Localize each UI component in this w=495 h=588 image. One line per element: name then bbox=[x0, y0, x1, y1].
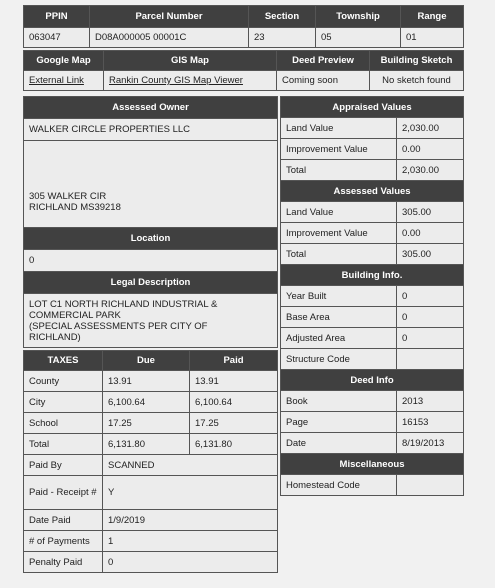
tax-paid: 6,131.80 bbox=[190, 434, 278, 455]
building-sketch-value: No sketch found bbox=[370, 71, 464, 91]
legal-description-header: Legal Description bbox=[24, 272, 278, 294]
detail-value: 0 bbox=[103, 552, 278, 573]
tax-label: Total bbox=[24, 434, 103, 455]
table-row bbox=[24, 413, 278, 434]
table-row bbox=[281, 202, 464, 223]
section-header: Section bbox=[249, 6, 316, 28]
detail-value: SCANNED bbox=[103, 455, 278, 476]
detail-label: Date Paid bbox=[24, 510, 103, 531]
table-row bbox=[24, 510, 278, 531]
owner-address-line1: 305 WALKER CIR bbox=[29, 191, 107, 202]
row-label: Page bbox=[281, 412, 397, 433]
tax-label: County bbox=[24, 371, 103, 392]
row-label: Book bbox=[281, 391, 397, 412]
gis-map-link[interactable]: Rankin County GIS Map Viewer bbox=[109, 75, 243, 86]
table-row bbox=[281, 223, 464, 244]
legal-line: RICHLAND) bbox=[29, 331, 81, 343]
row-label: Date bbox=[281, 433, 397, 454]
taxes-header-row bbox=[24, 351, 278, 371]
google-map-cell bbox=[24, 71, 104, 91]
row-value: 2013 bbox=[397, 391, 464, 412]
detail-value: Y bbox=[103, 476, 278, 510]
table-row bbox=[281, 139, 464, 160]
google-map-header: Google Map bbox=[24, 51, 104, 71]
links-header-row bbox=[24, 51, 464, 71]
tax-due: 13.91 bbox=[103, 371, 190, 392]
owner-address bbox=[24, 141, 278, 228]
row-value: 2,030.00 bbox=[397, 118, 464, 139]
building-info-header: Building Info. bbox=[281, 265, 464, 286]
values-table bbox=[280, 96, 464, 496]
tax-due: 17.25 bbox=[103, 413, 190, 434]
table-row bbox=[281, 118, 464, 139]
building-sketch-header: Building Sketch bbox=[370, 51, 464, 71]
detail-label: # of Payments bbox=[24, 531, 103, 552]
table-row bbox=[281, 286, 464, 307]
deed-preview-header: Deed Preview bbox=[277, 51, 370, 71]
table-row bbox=[24, 392, 278, 413]
deed-preview-value: Coming soon bbox=[277, 71, 370, 91]
taxes-table bbox=[23, 350, 278, 573]
row-label: Homestead Code bbox=[281, 475, 397, 496]
tax-due: 6,100.64 bbox=[103, 392, 190, 413]
row-label: Improvement Value bbox=[281, 223, 397, 244]
detail-value: 1 bbox=[103, 531, 278, 552]
row-value: 8/19/2013 bbox=[397, 433, 464, 454]
legal-line: (SPECIAL ASSESSMENTS PER CITY OF bbox=[29, 320, 208, 332]
due-header: Due bbox=[103, 351, 190, 371]
table-row bbox=[281, 412, 464, 433]
legal-description bbox=[24, 294, 278, 348]
row-label: Total bbox=[281, 244, 397, 265]
tax-paid: 17.25 bbox=[190, 413, 278, 434]
row-value bbox=[397, 475, 464, 496]
table-row bbox=[24, 476, 278, 510]
row-value: 0.00 bbox=[397, 223, 464, 244]
ppin-value: 063047 bbox=[24, 28, 90, 48]
table-row bbox=[281, 391, 464, 412]
detail-label: Paid - Receipt # bbox=[24, 476, 103, 510]
links-value-row bbox=[24, 71, 464, 91]
parcel-number-header: Parcel Number bbox=[90, 6, 249, 28]
owner-address-line2: RICHLAND MS39218 bbox=[29, 202, 121, 213]
assessed-values-header: Assessed Values bbox=[281, 181, 464, 202]
row-label: Land Value bbox=[281, 118, 397, 139]
row-value: 0 bbox=[397, 286, 464, 307]
row-label: Total bbox=[281, 160, 397, 181]
table-row bbox=[281, 328, 464, 349]
detail-label: Paid By bbox=[24, 455, 103, 476]
appraised-values-header: Appraised Values bbox=[281, 97, 464, 118]
row-label: Adjusted Area bbox=[281, 328, 397, 349]
township-header: Township bbox=[316, 6, 401, 28]
owner-table bbox=[23, 96, 278, 348]
tax-label: City bbox=[24, 392, 103, 413]
township-value: 05 bbox=[316, 28, 401, 48]
row-value: 16153 bbox=[397, 412, 464, 433]
gis-map-cell bbox=[104, 71, 277, 91]
tax-paid: 6,100.64 bbox=[190, 392, 278, 413]
table-row bbox=[24, 455, 278, 476]
row-value: 305.00 bbox=[397, 202, 464, 223]
table-row bbox=[281, 244, 464, 265]
table-row bbox=[24, 552, 278, 573]
tax-paid: 13.91 bbox=[190, 371, 278, 392]
table-row bbox=[24, 531, 278, 552]
table-row bbox=[281, 307, 464, 328]
table-row bbox=[281, 475, 464, 496]
location-value: 0 bbox=[24, 250, 278, 272]
google-map-link[interactable]: External Link bbox=[29, 75, 84, 86]
row-value: 0 bbox=[397, 328, 464, 349]
row-label: Year Built bbox=[281, 286, 397, 307]
row-value: 305.00 bbox=[397, 244, 464, 265]
owner-name: WALKER CIRCLE PROPERTIES LLC bbox=[24, 119, 278, 141]
gis-map-header: GIS Map bbox=[104, 51, 277, 71]
range-header: Range bbox=[401, 6, 464, 28]
detail-value: 1/9/2019 bbox=[103, 510, 278, 531]
tax-due: 6,131.80 bbox=[103, 434, 190, 455]
table-row bbox=[24, 434, 278, 455]
section-value: 23 bbox=[249, 28, 316, 48]
row-label: Base Area bbox=[281, 307, 397, 328]
row-value: 2,030.00 bbox=[397, 160, 464, 181]
row-label: Improvement Value bbox=[281, 139, 397, 160]
row-label: Structure Code bbox=[281, 349, 397, 370]
range-value: 01 bbox=[401, 28, 464, 48]
row-value: 0 bbox=[397, 307, 464, 328]
parcel-number-value: D08A000005 00001C bbox=[90, 28, 249, 48]
parcel-table bbox=[23, 5, 464, 48]
paid-header: Paid bbox=[190, 351, 278, 371]
ppin-header: PPIN bbox=[24, 6, 90, 28]
location-header: Location bbox=[24, 228, 278, 250]
parcel-header-row bbox=[24, 6, 464, 28]
table-row bbox=[281, 160, 464, 181]
legal-line: LOT C1 NORTH RICHLAND INDUSTRIAL & bbox=[29, 298, 218, 310]
tax-label: School bbox=[24, 413, 103, 434]
table-row bbox=[281, 349, 464, 370]
row-value: 0.00 bbox=[397, 139, 464, 160]
assessed-owner-header: Assessed Owner bbox=[24, 97, 278, 119]
miscellaneous-header: Miscellaneous bbox=[281, 454, 464, 475]
table-row bbox=[281, 433, 464, 454]
deed-info-header: Deed Info bbox=[281, 370, 464, 391]
table-row bbox=[24, 371, 278, 392]
row-label: Land Value bbox=[281, 202, 397, 223]
legal-line: COMMERCIAL PARK bbox=[29, 309, 121, 321]
detail-label: Penalty Paid bbox=[24, 552, 103, 573]
taxes-header: TAXES bbox=[24, 351, 103, 371]
row-value bbox=[397, 349, 464, 370]
links-table bbox=[23, 50, 464, 91]
parcel-value-row bbox=[24, 28, 464, 48]
